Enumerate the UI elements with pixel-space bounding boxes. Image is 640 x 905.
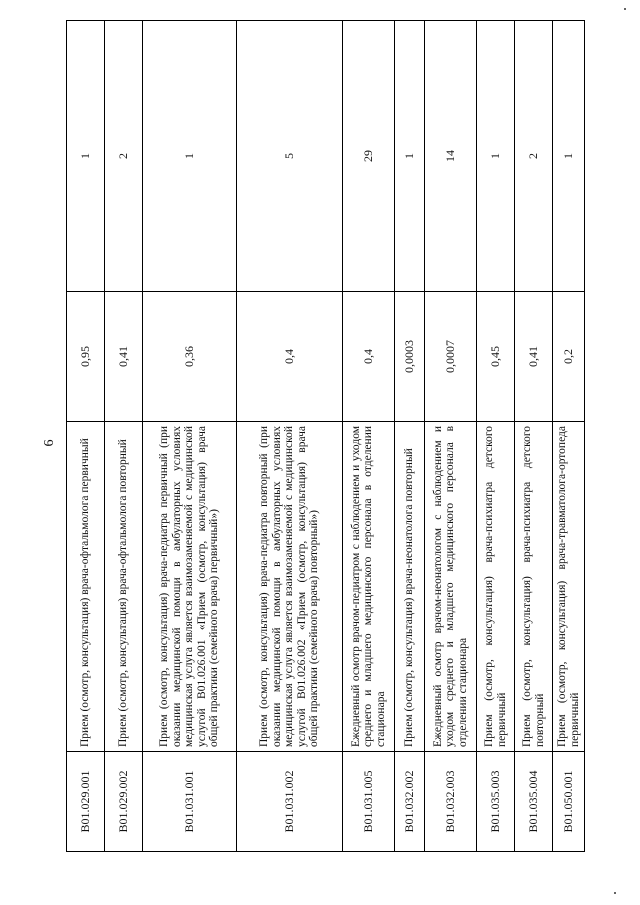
frequency-coefficient: 0,36 <box>143 292 237 422</box>
service-name: Прием (осмотр, консультация) врача-психиатра детского повторный <box>515 422 553 752</box>
multiplicity: 2 <box>515 21 553 292</box>
multiplicity: 1 <box>477 21 515 292</box>
multiplicity: 14 <box>425 21 477 292</box>
table-row <box>67 21 105 852</box>
frequency-coefficient: 0,95 <box>67 292 105 422</box>
service-code: B01.031.002 <box>237 752 343 852</box>
frequency-coefficient: 0,2 <box>553 292 585 422</box>
service-name: Прием (осмотр, консультация) врача-психиатра детского первичный <box>477 422 515 752</box>
service-name: Прием (осмотр, консультация) врача-неонатолога повторный <box>395 422 425 752</box>
table-row <box>237 21 343 852</box>
multiplicity: 2 <box>105 21 143 292</box>
table-row <box>143 21 237 852</box>
service-code: B01.032.003 <box>425 752 477 852</box>
service-name: Прием (осмотр, консультация) врача-офтальмолога повторный <box>105 422 143 752</box>
frequency-coefficient: 0,0007 <box>425 292 477 422</box>
service-code: B01.031.005 <box>343 752 395 852</box>
page-number: 6 <box>42 439 57 447</box>
frequency-coefficient: 0,4 <box>237 292 343 422</box>
service-name: Прием (осмотр, консультация) врача-офтальмолога первичный <box>67 422 105 752</box>
multiplicity: 1 <box>553 21 585 292</box>
service-code: B01.050.001 <box>553 752 585 852</box>
service-name: Ежедневный осмотр врачом-неонатологом с наблюдением и уходом среднего и младшего медицинского персонала в отделении стационара <box>425 422 477 752</box>
frequency-coefficient: 0,41 <box>515 292 553 422</box>
service-name: Прием (осмотр, консультация) врача-травматолога-ортопеда первичный <box>553 422 585 752</box>
service-code: B01.029.001 <box>67 752 105 852</box>
table-row <box>343 21 395 852</box>
frequency-coefficient: 0,0003 <box>395 292 425 422</box>
table-row <box>553 21 585 852</box>
service-code: B01.031.001 <box>143 752 237 852</box>
service-name: Ежедневный осмотр врачом-педиатром с наблюдением и уходом среднего и младшего медицинского персонала в отделении стационара <box>343 422 395 752</box>
services-table <box>66 20 585 852</box>
service-name: Прием (осмотр, консультация) врача-педиатра повторный (при оказании медицинской помощи в амбулаторных условиях медицинская услуга является взаимозаменяемой с медицинской услугой B01.026.002 «Прием (осмотр, консультация) врача общей практики (семейного врача) повторный») <box>237 422 343 752</box>
scan-speck <box>614 892 616 894</box>
scan-speck <box>624 8 626 10</box>
frequency-coefficient: 0,41 <box>105 292 143 422</box>
service-name: Прием (осмотр, консультация) врача-педиатра первичный (при оказании медицинской помощи в амбулаторных условиях медицинская услуга является взаимозаменяемой с медицинской услугой B01.026.001 «Прием (осмотр, консультация) врача общей практики (семейного врача) первичный») <box>143 422 237 752</box>
frequency-coefficient: 0,4 <box>343 292 395 422</box>
table-row <box>477 21 515 852</box>
table-row <box>395 21 425 852</box>
service-code: B01.035.003 <box>477 752 515 852</box>
frequency-coefficient: 0,45 <box>477 292 515 422</box>
table-row <box>105 21 143 852</box>
multiplicity: 5 <box>237 21 343 292</box>
service-code: B01.032.002 <box>395 752 425 852</box>
table-row <box>515 21 553 852</box>
multiplicity: 1 <box>67 21 105 292</box>
table-row <box>425 21 477 852</box>
multiplicity: 1 <box>395 21 425 292</box>
service-code: B01.029.002 <box>105 752 143 852</box>
multiplicity: 29 <box>343 21 395 292</box>
multiplicity: 1 <box>143 21 237 292</box>
service-code: B01.035.004 <box>515 752 553 852</box>
rotated-page-content <box>66 20 584 852</box>
